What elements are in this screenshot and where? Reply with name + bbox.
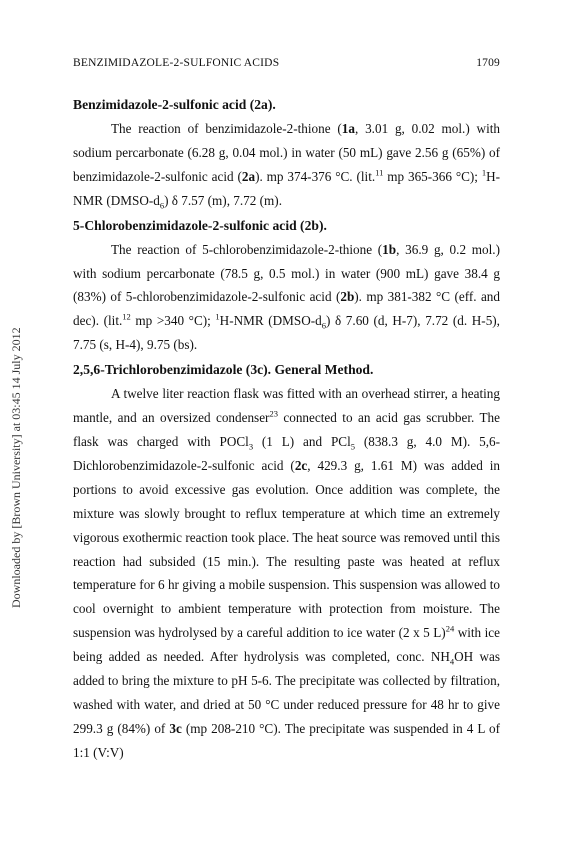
paragraph-2a: The reaction of benzimidazole-2-thione (1a, 3.01 g, 0.02 mol.) with sodium percarbonate (6.28 g, 0.04 mol.) in water (50 mL) gave 2.56 g (65%) of benzimidazole-2-sulfonic acid (2a). mp 374-376 °C. (lit.$^{11}$ mp 365-366 °C); $^1$H-NMR $(DMSO-d_6)$ δ 7.57 (m), 7.72 (m).: [73, 121, 501, 211]
running-title: BENZIMIDAZOLE-2-SULFONIC ACIDS: [73, 57, 280, 69]
section-title-2a: Benzimidazole-2-sulfonic acid (2a).: [73, 97, 276, 112]
page-number: 1709: [476, 57, 500, 69]
page-body: [73, 92, 500, 765]
paragraph-2b: The reaction of 5-chlorobenzimidazole-2-thione (1b, 36.9 g, 0.2 mol.) with sodium percarbonate (78.5 g, 0.5 mol.) in water (900 mL) gave 38.4 g (83%) of 5-chlorobenzimidazole-2-sulfonic acid (2b). mp 381-382 °C (eff. and dec). (lit.$^{12}$ mp >340 °C); $^1$H-NMR $(DMSO-d_6)$ δ 7.60 (d, H-7), 7.72 (d. H-5), 7.75 (s, H-4), 9.75 (bs).: [73, 241, 500, 353]
paragraph-3c: A twelve liter reaction flask was fitted with an overhead stirrer, a heating mantle, and an oversized condenser$^{23}$ connected to an acid gas scrubber. The flask was charged with POCl$_3$ (1 L) and PCl$_5$ (838.3 g, 4.0 M). 5,6-Dichlorobenzimidazole-2-sulfonic acid (2c, 429.3 g, 1.61 M) was added in portions to avoid excessive gas evolution. Once addition was complete, the mixture was slowly brought to reflux temperature at which time an extremely vigorous exothermic reaction took place. The heat source was removed until this reaction had subsided (15 min.). The resulting paste was heated at reflux temperature for 6 hr giving a mobile suspension. This suspension was allowed to cool overnight to ambient temperature with protection from moisture. The suspension was hydrolysed by a careful addition to ice water (2 x 5 L)$^{24}$ with ice being added as needed. After hydrolysis was completed, conc. $NH_4OH$ was added to bring the mixture to pH 5-6. The precipitate was collected by filtration, washed with water, and dried at 50 °C under reduced pressure for 48 hr to give 299.3 g (84%) of 3c (mp 208-210 °C). The precipitate was suspended in 4 L of 1:1 (V:V): [73, 386, 500, 760]
download-watermark-text: Downloaded by [Brown University] at 03:45 14 July 2012: [9, 327, 23, 608]
section-title-3c: 2,5,6-Trichlorobenzimidazole (3c). General Method.: [73, 362, 374, 378]
section-title-2b: 5-Chlorobenzimidazole-2-sulfonic acid (2b).: [73, 217, 327, 233]
